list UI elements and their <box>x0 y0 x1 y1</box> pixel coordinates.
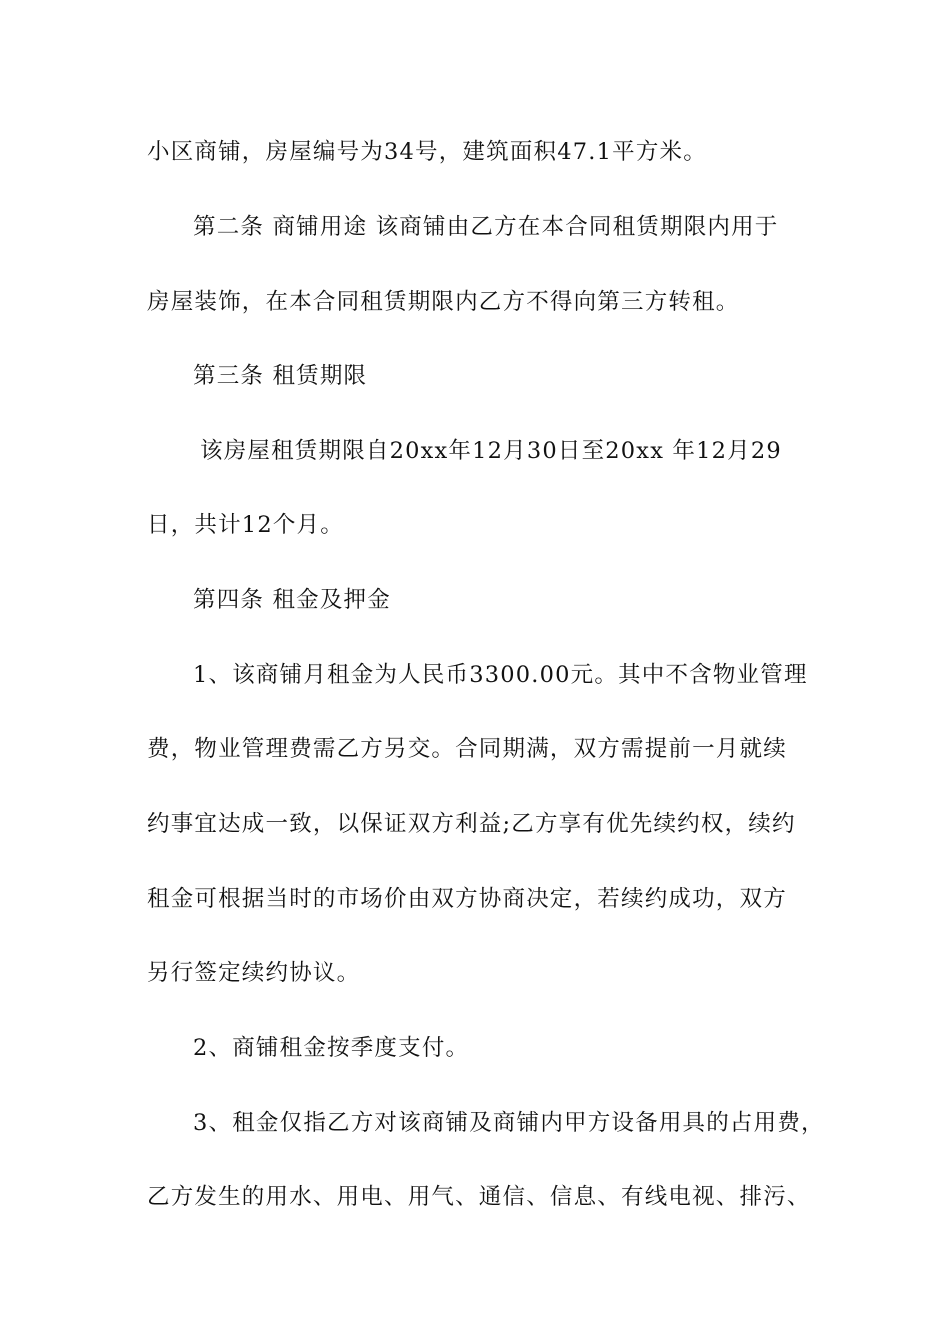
text-line: 乙方发生的用水、用电、用气、通信、信息、有线电视、排污、 <box>147 1184 811 1210</box>
text-line: 租金可根据当时的市场价由双方协商决定，若续约成功，双方 <box>147 886 787 912</box>
text-line: 2、商铺租金按季度支付。 <box>193 1035 470 1061</box>
text-line: 第二条 商铺用途 该商铺由乙方在本合同租赁期限内用于 <box>193 214 779 240</box>
text-line: 日，共计12个月。 <box>147 512 344 538</box>
text-line: 费，物业管理费需乙方另交。合同期满，双方需提前一月就续 <box>147 736 787 762</box>
text-line: 3、租金仅指乙方对该商铺及商铺内甲方设备用具的占用费， <box>193 1110 825 1136</box>
text-line: 1、该商铺月租金为人民币3300.00元。其中不含物业管理 <box>193 662 808 688</box>
text-line: 房屋装饰，在本合同租赁期限内乙方不得向第三方转租。 <box>147 289 740 315</box>
text-line: 小区商铺，房屋编号为34号，建筑面积47.1平方米。 <box>147 139 707 165</box>
text-line: 另行签定续约协议。 <box>147 960 361 986</box>
text-line: 约事宜达成一致，以保证双方利益;乙方享有优先续约权，续约 <box>147 811 796 837</box>
section-heading: 第三条 租赁期限 <box>193 363 368 389</box>
text-line: 该房屋租赁期限自20xx年12月30日至20xx 年12月29 <box>200 438 782 464</box>
section-heading: 第四条 租金及押金 <box>193 587 391 613</box>
